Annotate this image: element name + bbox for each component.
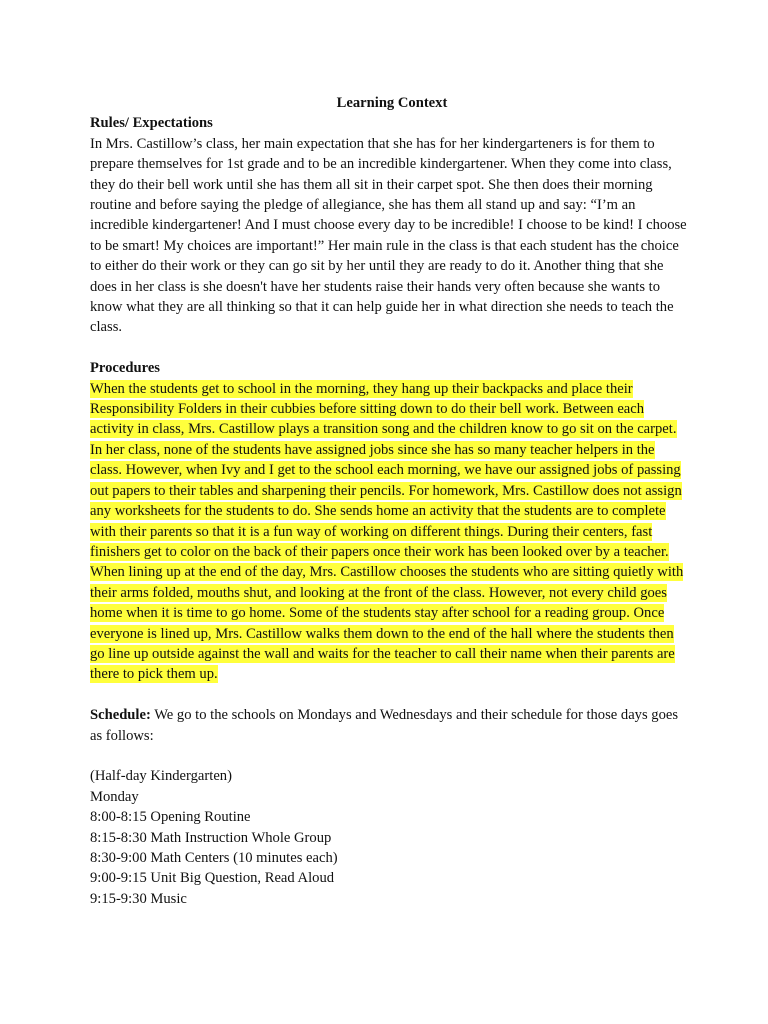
spacer bbox=[90, 685, 688, 705]
schedule-day: Monday bbox=[90, 788, 139, 805]
schedule-item: 8:15-8:30 Math Instruction Whole Group bbox=[90, 829, 332, 846]
spacer bbox=[90, 338, 688, 358]
rules-heading: Rules/ Expectations bbox=[90, 115, 213, 132]
rules-paragraph: In Mrs. Castillow’s class, her main expectation that she has for her kindergarteners is for them to prepare themselves for 1st grade and to be an incredible kindergartener. When they come into class, they do their bell work until she has them all sit in their carpet spot. She then does their morning routine and before saying the pledge of allegiance, she has them all stand up and say: “I’m an incredible kindergartener! And I must choose every day to be incredible! I choose to be kind! I choose to be smart! My choices are important!” Her main rule in the class is that each student has the choice to either do their work or they can go sit by her until they are ready to do it. Another thing that she does in her class is she doesn't have her students raise their hands very often because she wants to know what they are all thinking so that it can help guide her in what direction she needs to teach the class. bbox=[90, 135, 687, 336]
schedule-item: 8:00-8:15 Opening Routine bbox=[90, 809, 251, 826]
schedule-intro: We go to the schools on Mondays and Wednesdays and their schedule for those days goes as follows: bbox=[90, 707, 679, 744]
procedures-heading: Procedures bbox=[90, 360, 160, 377]
schedule-item: 9:15-9:30 Music bbox=[90, 890, 187, 907]
schedule-type: (Half-day Kindergarten) bbox=[90, 768, 232, 785]
schedule-item: 8:30-9:00 Math Centers (10 minutes each) bbox=[90, 849, 338, 866]
procedures-paragraph bbox=[90, 379, 688, 685]
spacer bbox=[90, 746, 688, 766]
page-title: Learning Context bbox=[336, 95, 448, 111]
schedule-item: 9:00-9:15 Unit Big Question, Read Aloud bbox=[90, 870, 335, 887]
schedule-label: Schedule: bbox=[90, 707, 151, 724]
schedule-paragraph bbox=[90, 705, 688, 746]
highlighted-text: When the students get to school in the morning, they hang up their backpacks and place their Responsibility Folders in their cubbies before sitting down to do their bell work. Between each activity in class, Mrs. Castillow plays a transition song and the children know to go sit on the carpet. In her class, none of the students have assigned jobs since she has so many teacher helpers in the class. However, when Ivy and I get to the school each morning, we have our assigned jobs of passing out papers to their tables and sharpening their pencils. For homework, Mrs. Castillow does not assign any worksheets for the students to do. She sends home an activity that the students are to complete with their parents so that it is a fun way of working on different things. During their centers, fast finishers get to color on the back of their papers once their work has been looked over by a teacher. When lining up at the end of the day, Mrs. Castillow chooses the students who are sitting quietly with their arms folded, mouths shut, and looking at the front of the class. However, not every child goes home when it is time to go home. Some of the students stay after school for a reading group. Once everyone is lined up, Mrs. Castillow walks them down to the end of the hall where the students then go line up outside against the wall and waits for the teacher to call their name when their parents are there to pick them up. bbox=[90, 380, 684, 683]
